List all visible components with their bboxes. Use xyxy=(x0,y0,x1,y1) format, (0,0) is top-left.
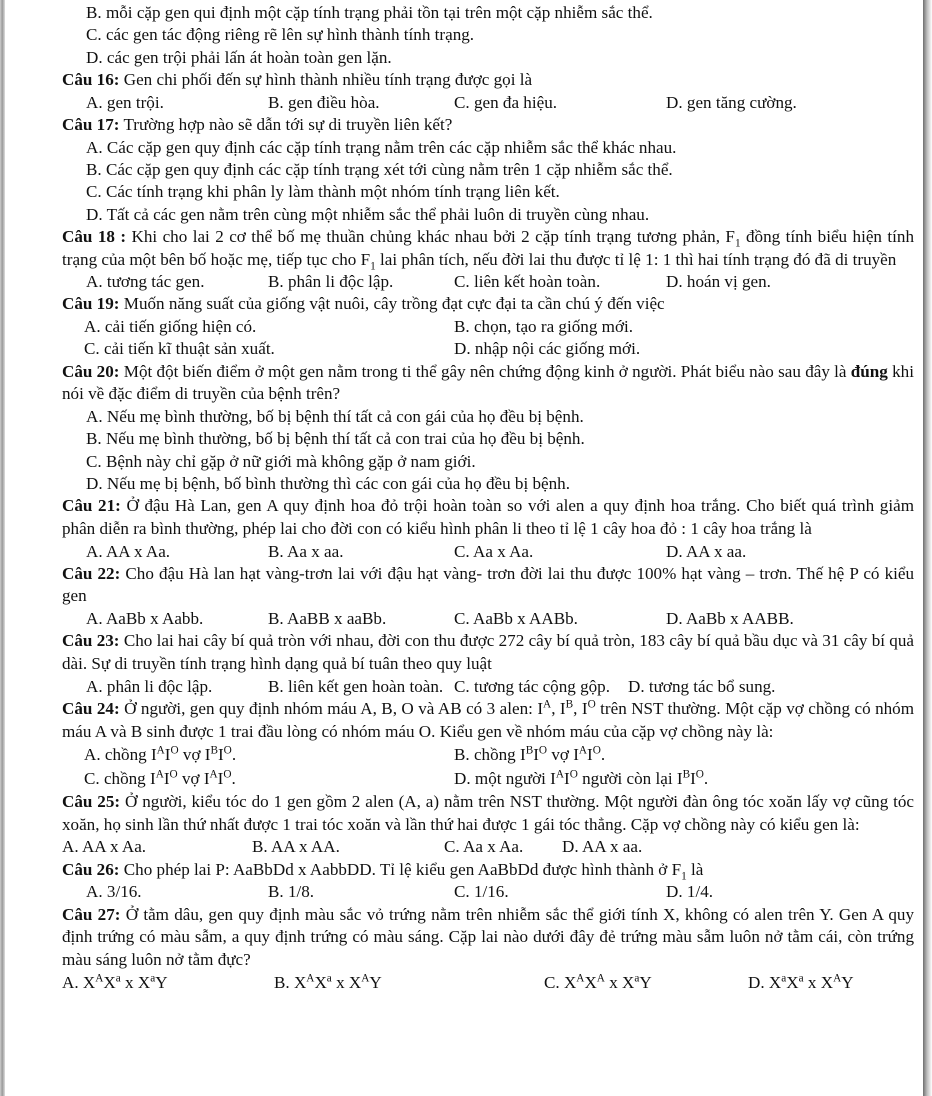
option-27-b[interactable] xyxy=(274,971,382,995)
question-18-sub-2: 1 xyxy=(370,259,376,272)
option-24-c-mid2: vợ I xyxy=(177,769,210,789)
question-number-26: Câu 26: xyxy=(62,859,120,879)
option-24-a-mid1: I xyxy=(164,745,171,765)
option-23-a[interactable]: A. phân li độc lập. xyxy=(86,676,213,696)
option-17-b[interactable]: B. Các cặp gen quy định các cặp tính trạng xét tới cùng nằm trên 1 cặp nhiễm sắc thể. xyxy=(86,159,673,179)
fragment-option-c: C. các gen tác động riêng rẽ lên sự hình thành tính trạng. xyxy=(86,25,475,45)
question-text-27: Ở tằm dâu, gen quy định màu sắc vỏ trứng nằm trên nhiễm sắc thể giới tính X, không có alen trên Y. Gen A quy định trứng có màu sẫm, a quy định trứng có màu sáng. Cặp lai nào dưới đây đẻ trứng màu sẫm luôn nở tằm cái, còn trứng màu sáng luôn nở tằm đực? xyxy=(62,904,914,969)
question-stem-26 xyxy=(62,859,914,882)
question-number-22: Câu 22: xyxy=(62,563,121,583)
option-23-d[interactable]: D. tương tác bổ sung. xyxy=(628,676,776,696)
option-24-a[interactable] xyxy=(84,743,236,767)
question-26-sub-1: 1 xyxy=(681,870,687,883)
option-27-b-sup2: a xyxy=(326,972,332,985)
option-22-c[interactable]: C. AaBb x AABb. xyxy=(454,609,578,629)
option-24-d-mid3: I xyxy=(690,769,696,789)
option-24-a-sup2: O xyxy=(170,744,179,757)
question-18-sub-1: 1 xyxy=(734,237,741,250)
question-text-20-part1: Một đột biến điểm ở một gen nằm trong ti thể gây nên chứng động kinh ở người. Phát biểu nào sau đây là xyxy=(123,361,851,381)
option-18-a[interactable]: A. tương tác gen. xyxy=(86,272,205,292)
option-17-c[interactable]: C. Các tính trạng khi phân ly làm thành một nhóm tính trạng liên kết. xyxy=(86,182,560,202)
option-16-a[interactable]: A. gen trội. xyxy=(86,92,164,112)
question-number-20: Câu 20: xyxy=(62,361,120,381)
option-27-c-mid3: Y xyxy=(639,973,652,993)
options-row-19-top xyxy=(62,316,914,338)
option-24-b-mid1: I xyxy=(533,745,539,765)
question-number-21: Câu 21: xyxy=(62,496,121,516)
option-24-a-sup1: A xyxy=(156,744,165,757)
option-16-c[interactable]: C. gen đa hiệu. xyxy=(454,92,558,112)
option-24-d-sup3: B xyxy=(682,768,691,781)
option-27-d-sup1: a xyxy=(781,972,787,985)
options-row-18 xyxy=(62,271,914,293)
question-text-17: Trường hợp nào sẽ dẫn tới sự di truyền liên kết? xyxy=(123,114,453,134)
option-26-a[interactable]: A. 3/16. xyxy=(86,882,142,902)
option-24-d-tail: . xyxy=(703,769,709,789)
question-24-mid-1: , I xyxy=(551,698,566,718)
options-row-26 xyxy=(62,881,914,903)
option-27-d-sup2: a xyxy=(798,972,804,985)
option-22-b[interactable]: B. AaBB x aaBb. xyxy=(268,609,387,629)
question-text-26-part2: là xyxy=(686,859,704,879)
option-24-b-sup2: O xyxy=(538,744,548,757)
option-27-b-label: B. X xyxy=(274,973,307,993)
question-stem-22 xyxy=(62,563,914,608)
option-27-c[interactable] xyxy=(544,971,652,995)
option-27-d-sup3: A xyxy=(833,972,842,985)
question-text-20-part2: khi nói về đặc điểm di truyền của bệnh trên? xyxy=(62,361,914,404)
option-27-c-mid1: X xyxy=(584,973,597,993)
option-24-b-sup3: A xyxy=(578,744,588,757)
option-24-b-mid3: I xyxy=(587,745,593,765)
option-18-b[interactable]: B. phân li độc lập. xyxy=(268,272,394,292)
option-24-b-prefix: B. chồng I xyxy=(454,745,526,765)
option-24-c[interactable] xyxy=(84,767,236,791)
option-27-a[interactable] xyxy=(62,971,168,995)
options-row-22 xyxy=(62,608,914,630)
option-24-c-mid3: I xyxy=(217,769,224,789)
option-24-a-sup3: B xyxy=(210,744,218,757)
option-24-d-mid1: I xyxy=(564,769,570,789)
option-27-d-label: D. X xyxy=(748,973,782,993)
question-number-23: Câu 23: xyxy=(62,631,120,651)
option-27-b-mid1: X xyxy=(314,973,327,993)
options-row-24-top xyxy=(62,743,914,767)
question-text-16: Gen chi phối đến sự hình thành nhiều tính trạng được gọi là xyxy=(123,70,533,90)
question-24-sup-1: A xyxy=(543,698,552,711)
option-20-d[interactable]: D. Nếu mẹ bị bệnh, bố bình thường thì các con gái của họ đều bị bệnh. xyxy=(86,473,570,493)
question-text-21: Ở đậu Hà Lan, gen A quy định hoa đỏ trội hoàn toàn so với alen a quy định hoa trắng. Cho biết quá trình giảm phân diễn ra bình thường, phép lai cho đời con có kiểu hình phân li theo tỉ lệ 1 cây hoa đỏ : 1 cây hoa trắng là xyxy=(62,496,914,538)
option-24-b-tail: . xyxy=(600,745,606,765)
question-stem-25 xyxy=(62,791,914,836)
option-24-b-sup1: B xyxy=(525,744,534,757)
option-27-a-sup1: A xyxy=(95,972,104,985)
option-26-c[interactable]: C. 1/16. xyxy=(454,882,509,902)
option-24-d-sup4: O xyxy=(695,768,704,781)
option-27-c-sup3: a xyxy=(634,972,640,985)
question-stem-20 xyxy=(62,361,914,406)
option-24-c-sup3: A xyxy=(209,768,218,781)
question-24-mid-2: , I xyxy=(573,698,588,718)
option-23-b[interactable]: B. liên kết gen hoàn toàn. xyxy=(268,676,444,696)
option-24-a-mid3: I xyxy=(217,745,224,765)
fragment-option-b: B. mỗi cặp gen qui định một cặp tính trạng phải tồn tại trên một cặp nhiễm sắc thể. xyxy=(86,3,653,22)
option-26-d[interactable]: D. 1/4. xyxy=(666,882,714,902)
options-row-21 xyxy=(62,541,914,563)
option-21-b[interactable]: B. Aa x aa. xyxy=(268,541,344,561)
page-scan-edge-right xyxy=(923,0,932,1096)
option-24-a-mid2: vợ I xyxy=(178,745,211,765)
option-27-a-mid1: X xyxy=(103,973,116,993)
option-24-b-sup4: O xyxy=(592,744,601,757)
question-text-18-part3: lai phân tích, nếu đời lai thu được tỉ lệ 1: 1 thì hai tính trạng đó đã di truyền xyxy=(375,249,897,269)
options-row-19-bottom xyxy=(62,338,914,360)
option-25-c[interactable]: C. Aa x Aa. xyxy=(444,837,524,857)
question-text-23: Cho lai hai cây bí quả tròn với nhau, đời con thu được 272 cây bí quả tròn, 183 cây bí quả bầu dục và 31 cây bí quả dài. Sự di truyền tính trạng hình dạng quả bí tuân theo quy luật xyxy=(62,631,914,673)
option-24-c-sup2: O xyxy=(169,768,178,781)
options-row-24-bottom xyxy=(62,767,914,791)
question-number-19: Câu 19: xyxy=(62,294,120,314)
question-24-sup-2: B xyxy=(565,698,574,711)
question-text-19: Muốn năng suất của giống vật nuôi, cây trồng đạt cực đại ta cần chú ý đến việc xyxy=(123,294,665,314)
option-24-c-tail: . xyxy=(231,769,236,789)
option-24-d-prefix: D. một người I xyxy=(454,769,556,789)
option-25-a[interactable]: A. AA x Aa. xyxy=(62,837,147,857)
question-number-27: Câu 27: xyxy=(62,904,121,924)
question-text-22: Cho đậu Hà lan hạt vàng-trơn lai với đậu hạt vàng- trơn đời lai thu được 100% hạt vàng – trơn. Thế hệ P có kiểu gen xyxy=(62,563,915,606)
question-number-17: Câu 17: xyxy=(62,114,120,134)
option-27-d-mid3: Y xyxy=(841,973,854,993)
question-text-26-part1: Cho phép lai P: AaBbDd x AabbDD. Tỉ lệ kiểu gen AaBbDd được hình thành ở F xyxy=(123,859,682,879)
option-16-d[interactable]: D. gen tăng cường. xyxy=(666,92,797,112)
option-17-d[interactable]: D. Tất cả các gen nằm trên cùng một nhiễm sắc thể phải luôn di truyền cùng nhau. xyxy=(86,204,650,224)
option-19-c[interactable]: C. cải tiến kĩ thuật sản xuất. xyxy=(84,339,275,359)
question-stem-27 xyxy=(62,904,914,972)
option-27-a-sup2: a xyxy=(115,972,121,985)
option-24-d[interactable] xyxy=(454,767,708,791)
question-text-25: Ở người, kiểu tóc do 1 gen gồm 2 alen (A, a) nằm trên NST thường. Một người đàn ông tóc xoăn lấy vợ cũng tóc xoăn, họ sinh lần thứ nhất được 1 trai tóc xoăn và lần thứ hai được 1 gái tóc thẳng. Cặp vợ chồng này có kiểu gen là: xyxy=(62,792,915,834)
option-27-a-sup3: a xyxy=(150,972,156,985)
option-22-a[interactable]: A. AaBb x Aabb. xyxy=(86,609,204,629)
option-27-c-sup2: A xyxy=(596,972,605,985)
question-number-25: Câu 25: xyxy=(62,792,121,812)
option-24-c-sup4: O xyxy=(223,768,232,781)
options-row-27 xyxy=(62,971,914,995)
option-27-c-label: C. X xyxy=(544,973,577,993)
question-number-16: Câu 16: xyxy=(62,70,120,90)
question-stem-16 xyxy=(62,69,914,92)
option-24-d-mid2: người còn lại I xyxy=(577,769,683,789)
option-27-a-mid3: Y xyxy=(155,973,168,993)
option-24-c-prefix: C. chồng I xyxy=(84,769,156,789)
options-row-23 xyxy=(62,676,914,698)
option-20-a[interactable]: A. Nếu mẹ bình thường, bố bị bệnh thí tất cả con gái của họ đều bị bệnh. xyxy=(86,406,584,426)
page-scan-edge-left xyxy=(0,0,5,1096)
question-stem-17 xyxy=(62,114,914,137)
question-stem-18 xyxy=(62,226,914,271)
option-27-a-label: A. X xyxy=(62,973,96,993)
question-number-18: Câu 18 : xyxy=(62,226,127,246)
option-27-b-sup3: A xyxy=(361,972,370,985)
option-19-d[interactable]: D. nhập nội các giống mới. xyxy=(454,339,641,359)
option-24-b[interactable] xyxy=(454,743,605,767)
option-21-a[interactable]: A. AA x Aa. xyxy=(86,541,171,561)
option-24-c-sup1: A xyxy=(155,768,164,781)
option-23-c[interactable]: C. tương tác cộng gộp. xyxy=(454,676,610,696)
option-18-c[interactable]: C. liên kết hoàn toàn. xyxy=(454,272,601,292)
options-row-25 xyxy=(62,836,914,858)
option-24-a-sup4: O xyxy=(223,744,232,757)
option-24-a-tail: . xyxy=(231,745,237,765)
question-stem-19 xyxy=(62,293,914,316)
option-24-b-mid2: vợ I xyxy=(547,745,579,765)
question-text-18-part2: đồng tính biểu hiện tính trạng của một bên bố hoặc mẹ, tiếp tục cho F xyxy=(62,226,914,269)
option-18-d[interactable]: D. hoán vị gen. xyxy=(666,272,771,292)
option-25-b[interactable]: B. AA x AA. xyxy=(252,837,340,857)
option-21-c[interactable]: C. Aa x Aa. xyxy=(454,541,534,561)
option-27-c-sup1: A xyxy=(576,972,585,985)
option-16-b[interactable]: B. gen điều hòa. xyxy=(268,92,380,112)
option-25-d[interactable]: D. AA x aa. xyxy=(562,837,643,857)
question-number-24: Câu 24: xyxy=(62,698,120,718)
option-24-d-sup1: A xyxy=(555,768,565,781)
option-26-b[interactable]: B. 1/8. xyxy=(268,882,315,902)
option-20-c[interactable]: C. Bệnh này chỉ gặp ở nữ giới mà không gặp ở nam giới. xyxy=(86,451,476,471)
option-21-d[interactable]: D. AA x aa. xyxy=(666,541,747,561)
question-stem-23 xyxy=(62,630,914,675)
question-20-emphasis: đúng xyxy=(850,361,888,381)
option-27-b-mid3: Y xyxy=(369,973,382,993)
question-text-24-part1: Ở người, gen quy định nhóm máu A, B, O và AB có 3 alen: I xyxy=(124,698,544,718)
option-27-c-mid2: x X xyxy=(604,973,635,993)
option-20-b[interactable]: B. Nếu mẹ bình thường, bố bị bệnh thí tất cả con trai của họ đều bị bệnh. xyxy=(86,429,585,449)
page-content xyxy=(62,2,914,995)
option-24-c-mid1: I xyxy=(163,769,170,789)
option-27-b-sup1: A xyxy=(306,972,315,985)
fragment-option-d: D. các gen trội phải lấn át hoàn toàn gen lặn. xyxy=(86,47,392,67)
question-stem-21 xyxy=(62,495,914,540)
options-row-16 xyxy=(62,92,914,114)
question-24-sup-3: O xyxy=(587,698,596,711)
option-19-b[interactable]: B. chọn, tạo ra giống mới. xyxy=(454,317,634,337)
option-27-b-mid2: x X xyxy=(331,973,362,993)
question-stem-24 xyxy=(62,698,914,743)
option-24-d-sup2: O xyxy=(569,768,578,781)
question-text-18-part1: Khi cho lai 2 cơ thể bố mẹ thuần chủng khác nhau bởi 2 cặp tính trạng tương phản, F xyxy=(131,226,735,246)
option-27-d-mid2: x X xyxy=(803,973,834,993)
option-27-d[interactable] xyxy=(748,971,854,995)
option-22-d[interactable]: D. AaBb x AABB. xyxy=(666,609,794,629)
option-27-a-mid2: x X xyxy=(120,973,151,993)
option-19-a[interactable]: A. cải tiến giống hiện có. xyxy=(84,317,257,337)
option-27-d-mid1: X xyxy=(786,973,799,993)
option-24-a-prefix: A. chồng I xyxy=(84,745,157,765)
question-text-24-part2: trên NST thường. Một cặp vợ chồng có nhóm máu A và B sinh được 1 trai đầu lòng có nhóm máu O. Kiểu gen về nhóm máu của cặp vợ chồng này là: xyxy=(62,698,915,741)
option-17-a[interactable]: A. Các cặp gen quy định các cặp tính trạng nằm trên các cặp nhiễm sắc thể khác nhau. xyxy=(86,137,677,157)
